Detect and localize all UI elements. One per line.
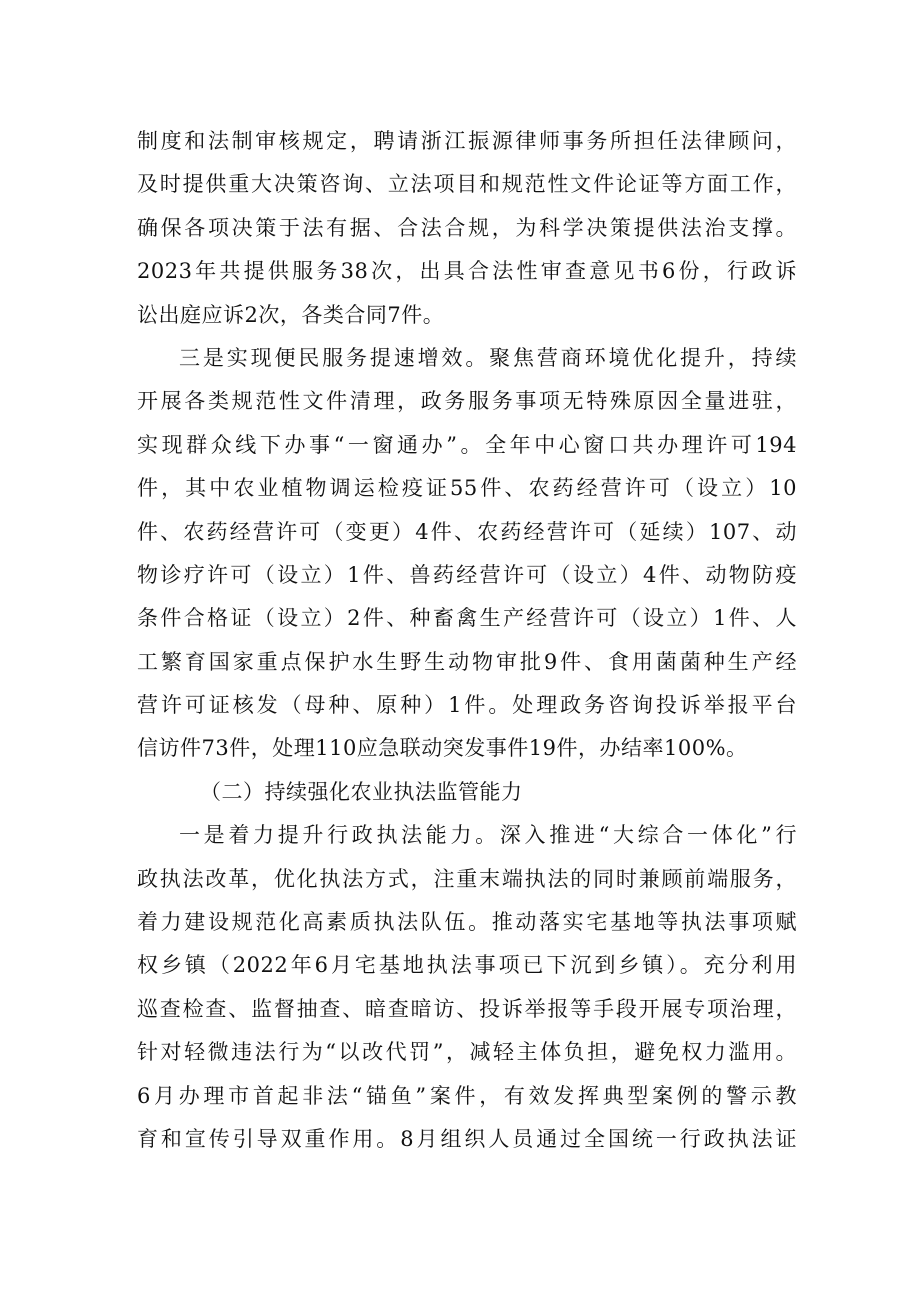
text-line: 营许可证核发（母种、原种）1件。处理政务咨询投诉举报平台 <box>137 693 797 718</box>
text-line: 讼出庭应诉2次，各类合同7件。 <box>137 302 445 327</box>
paragraph-convenience-service <box>137 337 797 771</box>
text-line: 针对轻微违法行为“以改代罚”，减轻主体负担，避免权力滥用。 <box>137 1040 797 1065</box>
text-line: 及时提供重大决策咨询、立法项目和规范性文件论证等方面工作， <box>137 172 797 197</box>
paragraph-law-enforcement <box>137 814 797 1161</box>
text-line: 制度和法制审核规定，聘请浙江振源律师事务所担任法律顾问， <box>137 129 797 153</box>
text-line: 件、农药经营许可（变更）4件、农药经营许可（延续）107、动 <box>137 519 797 544</box>
text-line: 着力建设规范化高素质执法队伍。推动落实宅基地等执法事项赋 <box>137 910 797 935</box>
text-line: 开展各类规范性文件清理，政务服务事项无特殊原因全量进驻， <box>137 389 797 414</box>
text-line: 2023年共提供服务38次，出具合法性审查意见书6份，行政诉 <box>137 259 797 284</box>
text-line: 实现群众线下办事“一窗通办”。全年中心窗口共办理许可194 <box>137 432 797 457</box>
paragraph-legal-review <box>137 120 797 337</box>
text-line: 一是着力提升行政执法能力。深入推进“大综合一体化”行 <box>179 823 797 848</box>
text-line: 三是实现便民服务提速增效。聚焦营商环境优化提升，持续 <box>179 345 797 370</box>
document-body <box>137 120 797 1161</box>
section-heading-text: （二）持续强化农业执法监管能力 <box>200 779 523 804</box>
text-line: 确保各项决策于法有据、合法合规，为科学决策提供法治支撑。 <box>137 215 797 240</box>
text-line: 条件合格证（设立）2件、种畜禽生产经营许可（设立）1件、人 <box>137 606 797 631</box>
text-line: 信访件73件，处理110应急联动突发事件19件，办结率100%。 <box>137 736 748 761</box>
text-line: 政执法改革，优化执法方式，注重末端执法的同时兼顾前端服务， <box>137 866 797 891</box>
text-line: 6月办理市首起非法“锚鱼”案件，有效发挥典型案例的警示教 <box>137 1083 797 1108</box>
text-line: 物诊疗许可（设立）1件、兽药经营许可（设立）4件、动物防疫 <box>137 562 797 587</box>
text-line: 件，其中农业植物调运检疫证55件、农药经营许可（设立）10 <box>137 476 797 501</box>
text-line: 工繁育国家重点保护水生野生动物审批9件、食用菌菌种生产经 <box>137 649 797 674</box>
text-line: 权乡镇（2022年6月宅基地执法事项已下沉到乡镇）。充分利用 <box>137 953 797 978</box>
section-heading <box>137 771 797 814</box>
text-line: 育和宣传引导双重作用。8月组织人员通过全国统一行政执法证 <box>137 1126 797 1151</box>
text-line: 巡查检查、监督抽查、暗查暗访、投诉举报等手段开展专项治理， <box>137 996 797 1021</box>
